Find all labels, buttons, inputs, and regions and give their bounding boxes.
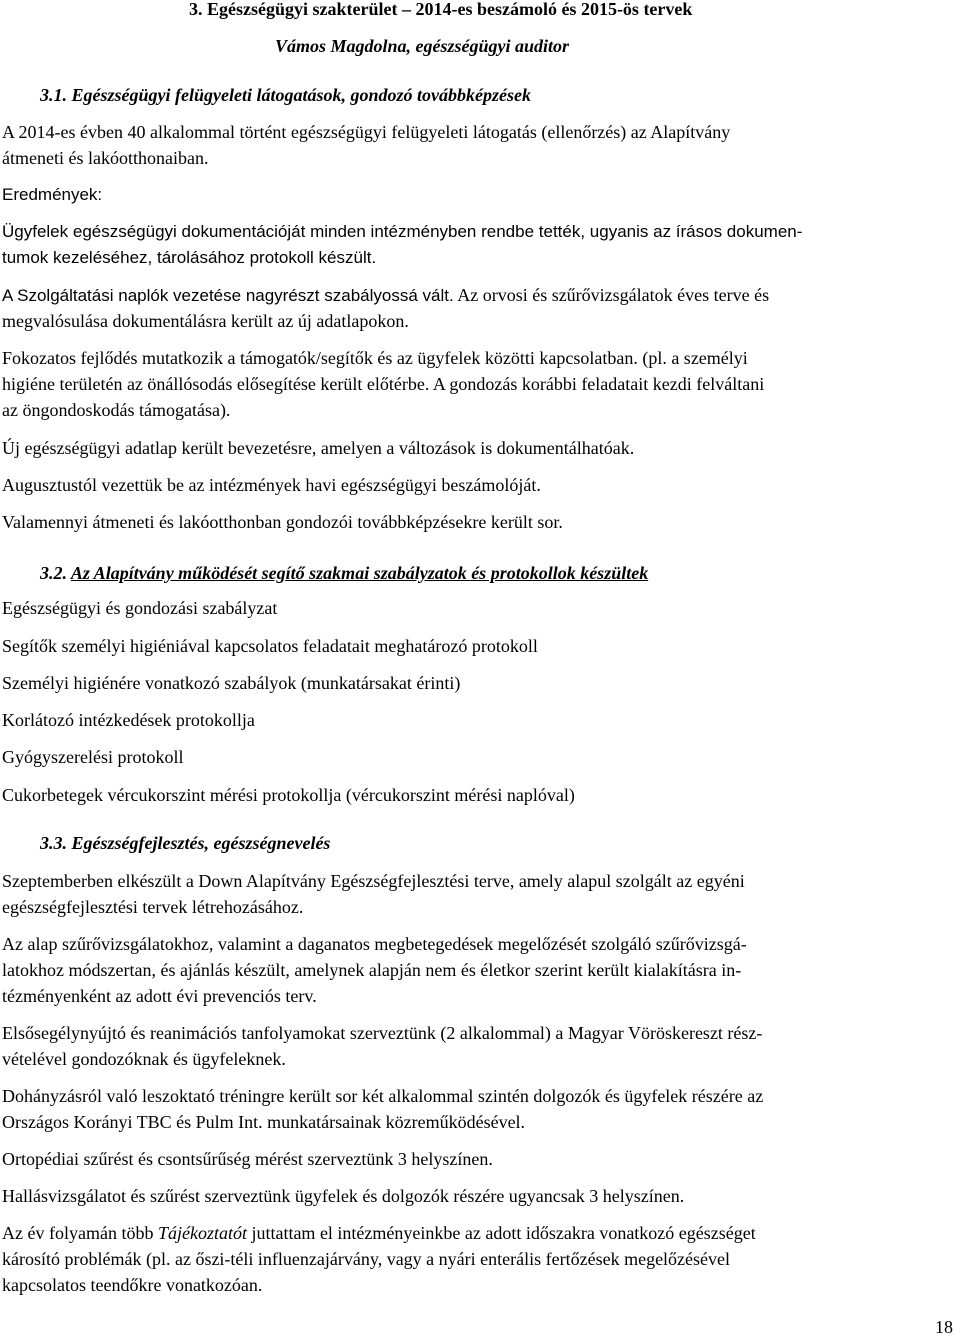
section-heading-3-3 (40, 830, 330, 856)
author-line: Vámos Magdolna, egészségügyi auditor (275, 36, 570, 56)
paragraph-line: tumok kezeléséhez, tárolásához protokoll készült. (2, 248, 377, 267)
list-item: Egészségügyi és gondozási szabályzat (2, 598, 278, 618)
section-heading-3-1 (40, 82, 531, 108)
list-item: Segítők személyi higiéniával kapcsolatos feladatait meghatározó protokoll (2, 636, 538, 656)
paragraph-line: Augusztustól vezettük be az intézmények havi egészségügyi beszámolóját. (2, 475, 541, 495)
paragraph-line: Ortopédiai szűrést és csontsűrűség mérést szerveztünk 3 helyszínen. (2, 1149, 493, 1169)
paragraph-line: károsító problémák (pl. az őszi-téli influenzajárvány, vagy a nyári enterális fertőzések megelőzésével (2, 1249, 731, 1269)
paragraph-line: latokhoz módszertan, és ajánlás készült, amelynek alapján nem és életkor szerint került kialakításra in- (2, 960, 742, 980)
list-item: Személyi higiénére vonatkozó szabályok (munkatársakat érinti) (2, 673, 461, 693)
paragraph-segment: A Szolgáltatási naplók vezetése nagyrészt szabályossá vált. (2, 286, 454, 305)
section-title: Egészségfejlesztés, egészségnevelés (71, 833, 331, 853)
page-title: 3. Egészségügyi szakterület – 2014-es beszámoló és 2015-ös tervek (189, 0, 693, 19)
section-title: Egészségügyi felügyeleti látogatások, gondozó továbbképzések (71, 85, 531, 105)
list-item: Korlátozó intézkedések protokollja (2, 710, 255, 730)
paragraph-line (2, 282, 769, 309)
paragraph-line: Elsősegélynyújtó és reanimációs tanfolyamokat szerveztünk (2 alkalommal) a Magyar Vöröskereszt rész- (2, 1023, 763, 1043)
paragraph-line: kapcsolatos teendőkre vonatkozóan. (2, 1275, 263, 1295)
list-item: Gyógyszerelési protokoll (2, 747, 184, 767)
paragraph-line: egészségfejlesztési tervek létrehozásához. (2, 897, 304, 917)
results-label: Eredmények: (2, 185, 103, 204)
paragraph-segment: Az év folyamán több (2, 1223, 158, 1243)
section-heading-3-2 (40, 560, 648, 586)
paragraph-line: Hallásvizsgálatot és szűrést szerveztünk ügyfelek és dolgozók részére ugyancsak 3 helyszínen. (2, 1186, 685, 1206)
paragraph-line: tézményenként az adott évi prevenciós terv. (2, 986, 317, 1006)
section-number: 3.1. (40, 85, 67, 105)
paragraph-segment: juttattam el intézményeinkbe az adott időszakra vonatkozó egészséget (246, 1223, 756, 1243)
paragraph-line: Az alap szűrővizsgálatokhoz, valamint a daganatos megbetegedések megelőzését szolgáló szűrővizsgá- (2, 934, 747, 954)
paragraph-line: Országos Korányi TBC és Pulm Int. munkatársainak közreműködésével. (2, 1112, 526, 1132)
paragraph-line: az öngondoskodás támogatása). (2, 400, 231, 420)
paragraph-line: A 2014-es évben 40 alkalommal történt egészségügyi felügyeleti látogatás (ellenőrzés) az Alapítvány (2, 122, 731, 142)
list-item: Cukorbetegek vércukorszint mérési protokollja (vércukorszint mérési naplóval) (2, 785, 575, 805)
page-number: 18 (935, 1317, 953, 1337)
paragraph-line: higiéne területén az önállósodás elősegítése került előtérbe. A gondozás korábbi feladatait kezdi felváltani (2, 374, 765, 394)
section-title: Az Alapítvány működését segítő szakmai szabályzatok és protokollok készültek (70, 563, 649, 583)
paragraph-line: vételével gondozóknak és ügyfeleknek. (2, 1049, 286, 1069)
section-number: 3.2. (40, 563, 67, 583)
paragraph-line (2, 1220, 756, 1246)
paragraph-line: Új egészségügyi adatlap került bevezetésre, amelyen a változások is dokumentálhatóak. (2, 438, 635, 458)
paragraph-line: Fokozatos fejlődés mutatkozik a támogatók/segítők és az ügyfelek közötti kapcsolatban. (pl. a személyi (2, 348, 748, 368)
paragraph-emphasis: Tájékoztatót (157, 1223, 247, 1243)
paragraph-segment: Az orvosi és szűrővizsgálatok éves terve és (453, 285, 770, 305)
paragraph-line: Valamennyi átmeneti és lakóotthonban gondozói továbbképzésekre került sor. (2, 512, 563, 532)
section-number: 3.3. (40, 833, 67, 853)
paragraph-line: átmeneti és lakóotthonaiban. (2, 148, 209, 168)
paragraph-line: Ügyfelek egészségügyi dokumentációját minden intézményben rendbe tették, ugyanis az írásos dokumen- (2, 222, 803, 241)
paragraph-line: Szeptemberben elkészült a Down Alapítvány Egészségfejlesztési terve, amely alapul szolgált az egyéni (2, 871, 745, 891)
paragraph-line: megvalósulása dokumentálásra került az új adatlapokon. (2, 311, 409, 331)
paragraph-line: Dohányzásról való leszoktató tréningre került sor két alkalommal szintén dolgozók és ügyfelek részére az (2, 1086, 764, 1106)
